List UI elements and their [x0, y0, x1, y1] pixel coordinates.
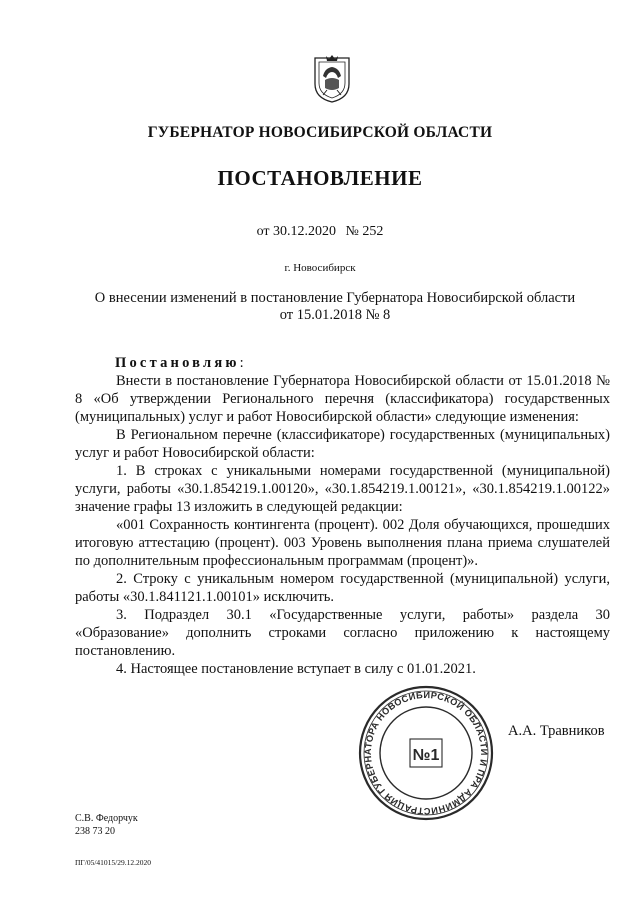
coat-of-arms-icon — [311, 54, 353, 104]
resolve-heading — [75, 354, 610, 372]
resolve-colon: : — [239, 355, 244, 371]
body-paragraph: 4. Настоящее постановление вступает в силу с 01.01.2021. — [116, 661, 476, 677]
seal-number: №1 — [412, 747, 440, 764]
resolve-word: Постановляю — [115, 355, 240, 371]
document-date-number — [0, 224, 640, 240]
seal-text: АДМИНИСТРАЦИЯ ГУБЕРНАТОРА НОВОСИБИРСКОЙ ОБЛАСТИ И ПРАВИТЕЛЬСТВА — [362, 689, 490, 817]
document-city: г. Новосибирск — [284, 262, 356, 274]
document-body — [75, 354, 610, 678]
body-paragraph: 2. Строку с уникальным номером государственной (муниципальной) услуги, работы «30.1.841121.1.00101» исключить. — [75, 571, 610, 605]
document-subject — [70, 290, 600, 324]
official-seal-stamp — [356, 683, 496, 823]
body-paragraph: В Региональном перечне (классификаторе) государственных (муниципальных) услуг и работ Новосибирской области: — [75, 427, 610, 461]
subject-line-1: О внесении изменений в постановление Губернатора Новосибирской области — [94, 290, 576, 306]
document-date: от 30.12.2020 — [256, 224, 337, 239]
body-paragraph: «001 Сохранность контингента (процент). 002 Доля обучающихся, прошедших итоговую аттестацию (процент). 003 Уровень выполнения плана приема слушателей по дополнительным профессиональным программам (процент)». — [75, 517, 610, 569]
executor-name: С.В. Федорчук — [75, 813, 138, 824]
subject-line-2: от 15.01.2018 № 8 — [279, 307, 391, 323]
executor-phone: 238 73 20 — [75, 826, 115, 837]
issuing-authority: ГУБЕРНАТОР НОВОСИБИРСКОЙ ОБЛАСТИ — [147, 124, 493, 141]
document-type-title: ПОСТАНОВЛЕНИЕ — [217, 166, 423, 190]
document-reference-code: ПГ/05/41015/29.12.2020 — [75, 858, 152, 867]
document-number: № 252 — [345, 224, 384, 239]
signatory-name: А.А. Травников — [508, 723, 605, 739]
body-paragraph: 3. Подраздел 30.1 «Государственные услуги, работы» раздела 30 «Образование» дополнить строками согласно приложению к настоящему постановлению. — [75, 607, 610, 659]
body-paragraph: 1. В строках с уникальными номерами государственной (муниципальной) услуги, работы «30.1.854219.1.00120», «30.1.854219.1.00121», «30.1.854219.1.00122» значение графы 13 изложить в следующей редакции: — [75, 463, 610, 515]
body-paragraph: Внести в постановление Губернатора Новосибирской области от 15.01.2018 № 8 «Об утверждении Регионального перечня (классификатора) государственных (муниципальных) услуг и работ Новосибирской области» следующие изменения: — [75, 373, 610, 425]
executor-info — [75, 812, 138, 838]
